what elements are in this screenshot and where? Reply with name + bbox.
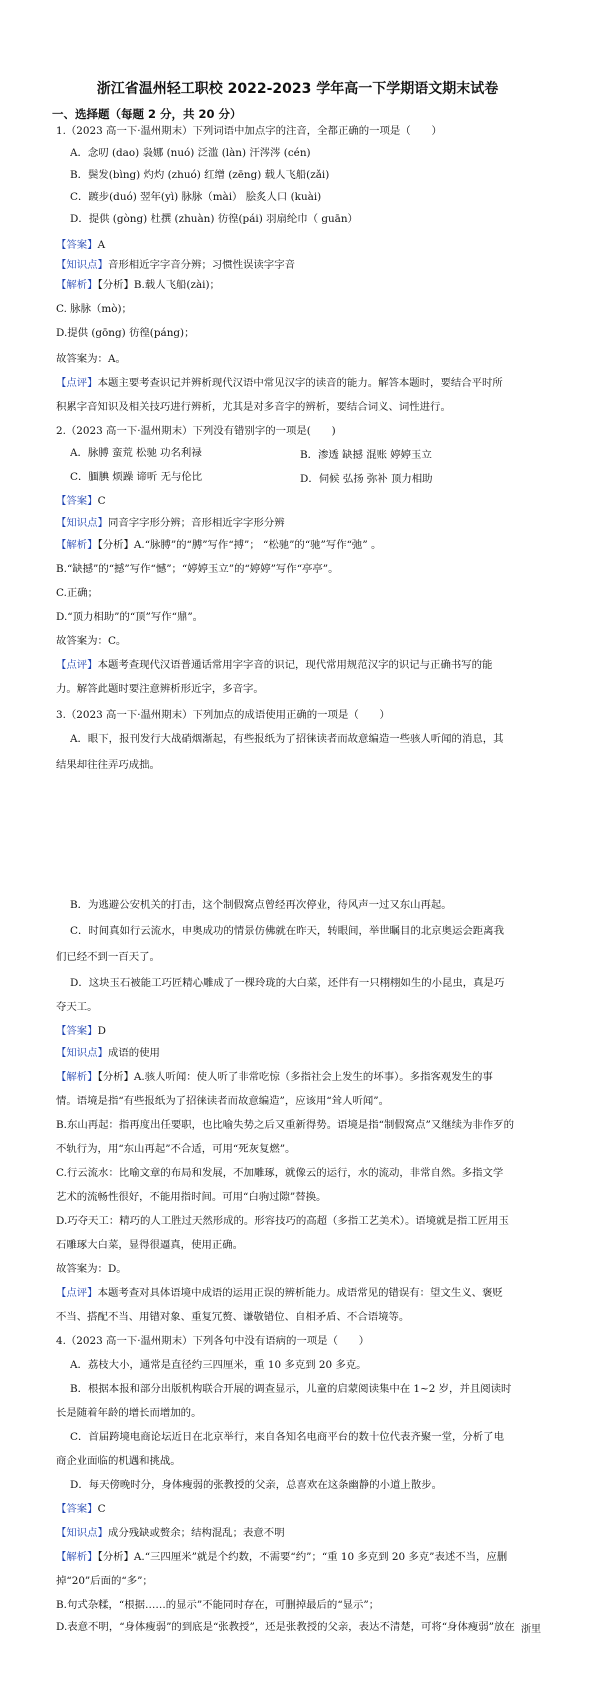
q3-option-d-cont: 夺天工。 bbox=[56, 1001, 98, 1013]
comment-text: 本题考查对具体语境中成语的运用正误的辨析能力。成语常见的错误有：望文生义、褒贬 bbox=[97, 1287, 503, 1299]
q3-option-c-cont: 们已经不到一百天了。 bbox=[56, 951, 160, 963]
q3-analysis-line: D.巧夺天工：精巧的人工胜过天然形成的。形容技巧的高超（多指工艺美术）。语境就是指工匠用玉 bbox=[56, 1215, 509, 1227]
q2-stem: 2.（2023 高一下·温州期末）下列没有错别字的一项是( ) bbox=[56, 425, 336, 437]
q2-analysis-line: B.“缺撼”的“撼”写作“憾”；“婷婷玉立”的“婷婷”写作“亭亭”。 bbox=[56, 563, 339, 575]
q2-answer bbox=[56, 494, 541, 508]
knowledge-tag: 【知识点】 bbox=[56, 517, 108, 529]
analysis-tag: 【解析】 bbox=[56, 1551, 98, 1563]
answer-value: C bbox=[97, 1503, 106, 1515]
q4-analysis-line: 掉“20”后面的“多”； bbox=[56, 1575, 153, 1587]
q4-option-b: B．根据本报和部分出版机构联合开展的调查显示，儿童的启蒙阅读集中在 1~2 岁，并且阅读时 bbox=[70, 1383, 512, 1395]
q3-option-b: B．为逃避公安机关的打击，这个制假窝点曾经再次停业，待风声一过又东山再起。 bbox=[70, 899, 452, 911]
q1-comment bbox=[56, 376, 541, 390]
analysis-tag: 【解析】 bbox=[56, 1071, 98, 1083]
q1-comment-line: 积累字音知识及相关技巧进行辨析，尤其是对多音字的辨析，要结合词义、词性进行。 bbox=[56, 401, 451, 413]
q3-knowledge-point bbox=[56, 1046, 541, 1060]
q3-analysis-line: 故答案为：D。 bbox=[56, 1263, 127, 1275]
q2-analysis-line: C.正确； bbox=[56, 587, 99, 599]
q4-option-d: D．每天傍晚时分，身体瘦弱的张教授的父亲，总喜欢在这条幽静的小道上散步。 bbox=[70, 1479, 442, 1491]
q3-analysis-line: 石雕琢大白菜，显得很逼真，使用正确。 bbox=[56, 1239, 244, 1251]
q2-knowledge-point bbox=[56, 516, 541, 530]
answer-tag: 【答案】 bbox=[56, 495, 98, 507]
q1-option-b: B．鬓发(bìng) 灼灼 (zhuó) 红缯 (zēng) 载人飞船(zǎi) bbox=[70, 169, 330, 181]
q4-stem: 4.（2023 高一下·温州期末）下列各句中没有语病的一项是（ ） bbox=[56, 1335, 370, 1347]
q4-analysis bbox=[56, 1550, 541, 1564]
knowledge-text: 音形相近字字音分辨；习惯性误读字字音 bbox=[107, 259, 295, 271]
comment-text: 本题主要考查识记并辨析现代汉语中常见汉字的读音的能力。解答本题时，要结合平时所 bbox=[97, 377, 503, 389]
knowledge-tag: 【知识点】 bbox=[56, 1047, 108, 1059]
q2-comment bbox=[56, 658, 541, 672]
answer-value: D bbox=[97, 1025, 106, 1037]
q3-option-a: A．眼下，报刊发行大战硝烟渐起，有些报纸为了招徕读者而故意编造一些骇人听闻的消息，其 bbox=[70, 733, 504, 745]
q4-knowledge-point bbox=[56, 1526, 541, 1540]
q3-analysis-line: 不轨行为，用“东山再起”不合适，可用“死灰复燃”。 bbox=[56, 1143, 296, 1155]
q1-analysis-line: C. 脉脉（mò)； bbox=[56, 303, 132, 315]
q1-option-d: D．提供 (gòng) 杜撰 (zhuàn) 彷徨(pái) 羽扇纶巾（ guān） bbox=[70, 213, 358, 225]
q1-stem: 1.（2023 高一下·温州期末）下列词语中加点字的注音，全都正确的一项是（ ） bbox=[56, 125, 442, 137]
q4-option-c: C．首届跨境电商论坛近日在北京举行，来自各知名电商平台的数十位代表齐聚一堂，分析了电 bbox=[70, 1431, 504, 1443]
knowledge-tag: 【知识点】 bbox=[56, 1527, 108, 1539]
q3-option-d: D．这块玉石被能工巧匠精心雕成了一棵玲珑的大白菜，还伴有一只栩栩如生的小昆虫，真是巧 bbox=[70, 977, 505, 989]
q1-analysis-line: 故答案为：A。 bbox=[56, 353, 126, 365]
q1-analysis bbox=[56, 278, 541, 292]
answer-tag: 【答案】 bbox=[56, 1025, 98, 1037]
comment-text: 本题考查现代汉语普通话常用字字音的识记，现代常用规范汉字的识记与正确书写的能 bbox=[97, 659, 493, 671]
analysis-text: 【分析】A.“脉膊”的“膊”写作“搏”； “松驰”的“驰”写作“弛” 。 bbox=[97, 539, 382, 551]
q2-option-a: A．脉膊 蛮荒 松驰 功名利禄 bbox=[70, 447, 202, 459]
q3-answer bbox=[56, 1024, 541, 1038]
analysis-text: 【分析】A.骇人听闻：使人听了非常吃惊（多指社会上发生的坏事）。多指客观发生的事 bbox=[97, 1071, 493, 1083]
q4-analysis-line: D.表意不明，“身体瘦弱”的到底是“张教授”，还是张教授的父亲，表达不清楚，可将“身体瘦弱”放在 bbox=[56, 1621, 515, 1633]
answer-value: A bbox=[97, 239, 106, 251]
answer-tag: 【答案】 bbox=[56, 1503, 98, 1515]
q3-option-a-cont: 结果却往往弄巧成拙。 bbox=[56, 759, 160, 771]
q3-analysis-line: B.东山再起：指再度出任要职，也比喻失势之后又重新得势。语境是指“制假窝点”又继续为非作歹的 bbox=[56, 1119, 514, 1131]
q2-comment-line: 力。解答此题时要注意辨析形近字，多音字。 bbox=[56, 683, 264, 695]
q2-option-b: B．渗透 缺撼 混账 婷婷玉立 bbox=[300, 449, 432, 461]
section-heading: 一、选择题（每题 2 分，共 20 分） bbox=[52, 107, 242, 121]
q2-analysis bbox=[56, 538, 541, 552]
knowledge-text: 成分残缺或赘余；结构混乱；表意不明 bbox=[107, 1527, 285, 1539]
comment-tag: 【点评】 bbox=[56, 659, 98, 671]
q1-option-a: A．念叨 (dao) 袅娜 (nuó) 泛滥 (làn) 汗涔涔 (cén) bbox=[70, 147, 311, 159]
q1-analysis-line: D.提供 (gōng) 彷徨(páng)； bbox=[56, 327, 195, 339]
q3-analysis bbox=[56, 1070, 541, 1084]
comment-tag: 【点评】 bbox=[56, 1287, 98, 1299]
analysis-tag: 【解析】 bbox=[56, 279, 98, 291]
q4-option-c-cont: 商企业面临的机遇和挑战。 bbox=[56, 1455, 181, 1467]
page-title: 浙江省温州轻工职校 2022-2023 学年高一下学期语文期末试卷 bbox=[96, 81, 499, 97]
q3-option-c: C．时间真如行云流水，申奥成功的情景仿佛就在昨天，转眼间，举世瞩目的北京奥运会距离我 bbox=[70, 925, 504, 937]
q4-analysis-line: B.句式杂糅，“根据……的显示”不能同时存在，可删掉最后的“显示”； bbox=[56, 1599, 380, 1611]
analysis-text: 【分析】A.“三四厘米”就是个约数，不需要“约”；“重 10 多克到 20 多克”表述不当，应删 bbox=[97, 1551, 508, 1563]
knowledge-text: 同音字字形分辨；音形相近字字形分辨 bbox=[107, 517, 285, 529]
q2-option-d: D．伺候 弘扬 弥补 顶力相助 bbox=[300, 473, 433, 485]
q1-answer bbox=[56, 238, 541, 252]
comment-tag: 【点评】 bbox=[56, 377, 98, 389]
q4-answer bbox=[56, 1502, 541, 1516]
q2-analysis-line: D.“顶力相助”的“顶”写作“鼎”。 bbox=[56, 611, 204, 623]
q2-option-c: C．腼腆 烦躁 谛听 无与伦比 bbox=[70, 471, 203, 483]
analysis-tag: 【解析】 bbox=[56, 539, 98, 551]
q3-analysis-line: 情。语境是指“有些报纸为了招徕读者而故意编造”，应该用“耸人听闻”。 bbox=[56, 1095, 389, 1107]
analysis-text: 【分析】B.载人飞船(zài)； bbox=[97, 279, 220, 291]
q4-option-b-cont: 长是随着年龄的增长而增加的。 bbox=[56, 1407, 202, 1419]
q1-knowledge-point bbox=[56, 258, 541, 272]
answer-value: C bbox=[97, 495, 106, 507]
q3-comment bbox=[56, 1286, 541, 1300]
page-footer: 浙里 bbox=[521, 1624, 541, 1635]
q3-stem: 3.（2023 高一下·温州期末）下列加点的成语使用正确的一项是（ ） bbox=[56, 709, 390, 721]
answer-tag: 【答案】 bbox=[56, 239, 98, 251]
q3-comment-line: 不当、搭配不当、用错对象、重复冗赘、谦敬错位、自相矛盾、不合语境等。 bbox=[56, 1311, 410, 1323]
q1-option-c: C．踱步(duó) 翌年(yì) 脉脉（mài） 脍炙人口 (kuài) bbox=[70, 191, 322, 203]
knowledge-text: 成语的使用 bbox=[107, 1047, 160, 1059]
q4-option-a: A．荔枝大小，通常是直径约三四厘米，重 10 多克到 20 多克。 bbox=[70, 1359, 367, 1371]
q3-analysis-line: C.行云流水：比喻文章的布局和发展，不加雕琢，就像云的运行，水的流动，非常自然。多指文学 bbox=[56, 1167, 504, 1179]
q3-analysis-line: 艺术的流畅性很好，不能用指时间。可用“白驹过隙”替换。 bbox=[56, 1191, 327, 1203]
knowledge-tag: 【知识点】 bbox=[56, 259, 108, 271]
q2-analysis-line: 故答案为：C。 bbox=[56, 635, 127, 647]
